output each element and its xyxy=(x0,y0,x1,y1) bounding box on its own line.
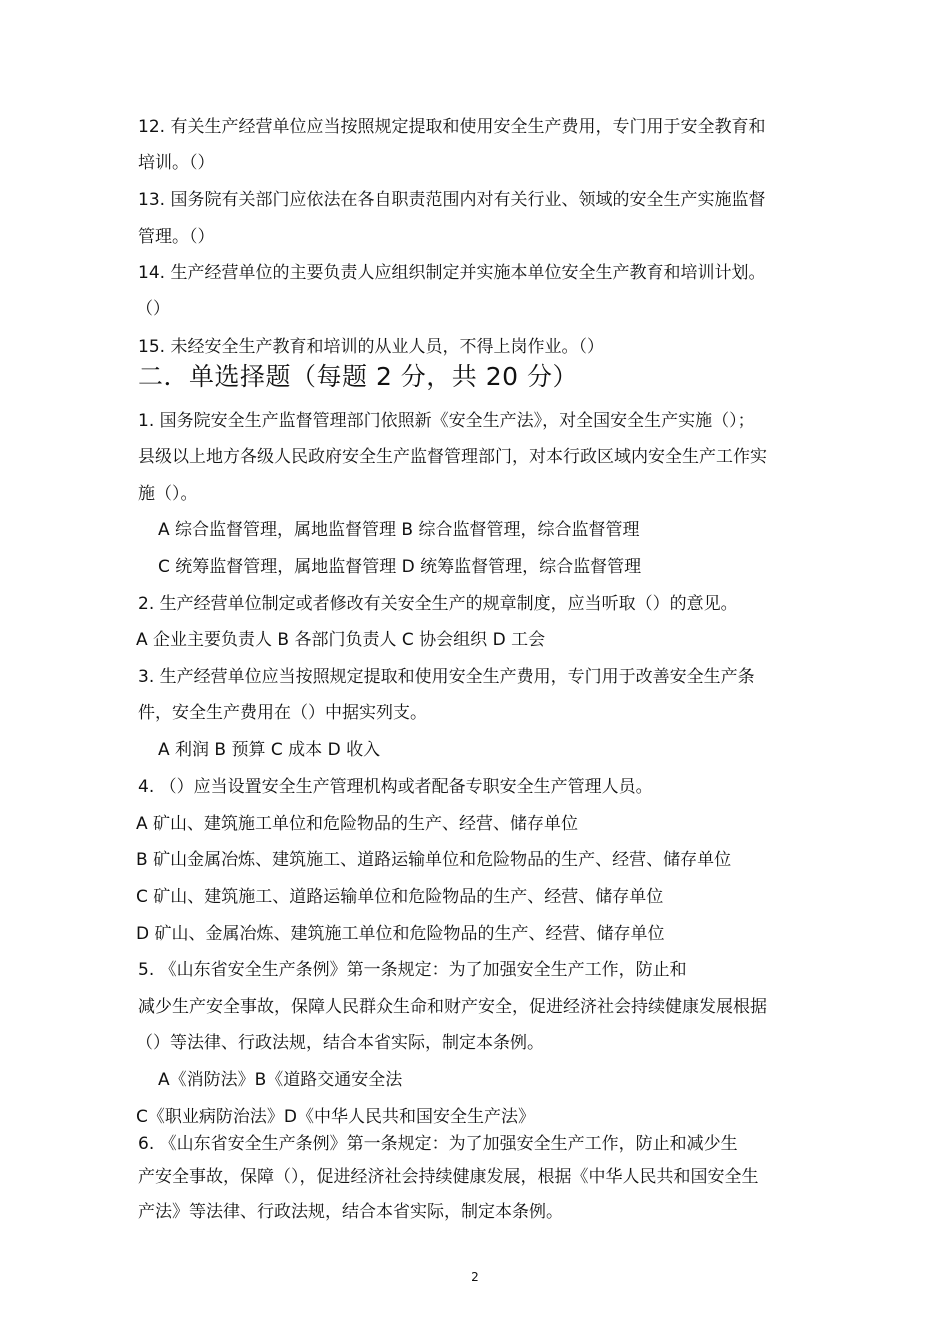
question-15-line-1: 15. 未经安全生产教育和培训的从业人员，不得上岗作业。（） xyxy=(138,337,604,357)
mc-question-4-option-a: A 矿山、建筑施工单位和危险物品的生产、经营、储存单位 xyxy=(136,814,579,834)
mc-question-6-line-3: 产法》等法律、行政法规，结合本省实际，制定本条例。 xyxy=(138,1202,563,1222)
mc-question-6-line-1: 6. 《山东省安全生产条例》第一条规定：为了加强安全生产工作，防止和减少生 xyxy=(138,1134,738,1154)
mc-question-4-option-c: C 矿山、建筑施工、道路运输单位和危险物品的生产、经营、储存单位 xyxy=(136,887,664,907)
page-number: 2 xyxy=(471,1270,479,1284)
mc-question-4-option-b: B 矿山金属冶炼、建筑施工、道路运输单位和危险物品的生产、经营、储存单位 xyxy=(136,850,732,870)
mc-question-1-line-1: 1. 国务院安全生产监督管理部门依照新《安全生产法》，对全国安全生产实施（）； xyxy=(138,411,755,431)
mc-question-4-line-1: 4. （）应当设置安全生产管理机构或者配备专职安全生产管理人员。 xyxy=(138,777,653,797)
question-14-line-1: 14. 生产经营单位的主要负责人应组织制定并实施本单位安全生产教育和培训计划。 xyxy=(138,263,766,283)
mc-question-5-line-3: （）等法律、行政法规，结合本省实际，制定本条例。 xyxy=(136,1033,544,1053)
mc-question-2-line-1: 2. 生产经营单位制定或者修改有关安全生产的规章制度，应当听取（）的意见。 xyxy=(138,594,738,614)
mc-question-4-option-d: D 矿山、金属冶炼、建筑施工单位和危险物品的生产、经营、储存单位 xyxy=(136,924,665,944)
mc-question-2-options: A 企业主要负责人 B 各部门负责人 C 协会组织 D 工会 xyxy=(136,630,546,650)
mc-question-3-line-1: 3. 生产经营单位应当按照规定提取和使用安全生产费用，专门用于改善安全生产条 xyxy=(138,667,755,687)
mc-question-5-line-2: 减少生产安全事故，保障人民群众生命和财产安全，促进经济社会持续健康发展根据 xyxy=(138,997,767,1017)
mc-question-5-options-ab: A《消防法》B《道路交通安全法 xyxy=(158,1070,403,1090)
question-13-line-2: 管理。（） xyxy=(138,227,215,247)
section-heading: 二．单选择题（每题 2 分，共 20 分） xyxy=(138,362,579,391)
mc-question-1-line-3: 施（）。 xyxy=(138,484,198,504)
mc-question-1-options-cd: C 统筹监督管理，属地监督管理 D 统筹监督管理，综合监督管理 xyxy=(158,557,642,577)
question-12-line-1: 12. 有关生产经营单位应当按照规定提取和使用安全生产费用，专门用于安全教育和 xyxy=(138,117,766,137)
mc-question-3-line-2: 件，安全生产费用在（）中据实列支。 xyxy=(138,703,427,723)
question-12-line-2: 培训。（） xyxy=(138,153,215,173)
question-13-line-1: 13. 国务院有关部门应依法在各自职责范围内对有关行业、领域的安全生产实施监督 xyxy=(138,190,766,210)
mc-question-6-line-2: 产安全事故，保障（），促进经济社会持续健康发展，根据《中华人民共和国安全生 xyxy=(138,1167,759,1187)
mc-question-3-options: A 利润 B 预算 C 成本 D 收入 xyxy=(158,740,381,760)
mc-question-1-options-ab: A 综合监督管理，属地监督管理 B 综合监督管理，综合监督管理 xyxy=(158,520,640,540)
mc-question-5-options-cd: C《职业病防治法》D《中华人民共和国安全生产法》 xyxy=(136,1107,535,1127)
question-14-line-2: （） xyxy=(136,299,170,319)
mc-question-5-line-1: 5. 《山东省安全生产条例》第一条规定：为了加强安全生产工作，防止和 xyxy=(138,960,687,980)
mc-question-1-line-2: 县级以上地方各级人民政府安全生产监督管理部门，对本行政区域内安全生产工作实 xyxy=(138,447,767,467)
